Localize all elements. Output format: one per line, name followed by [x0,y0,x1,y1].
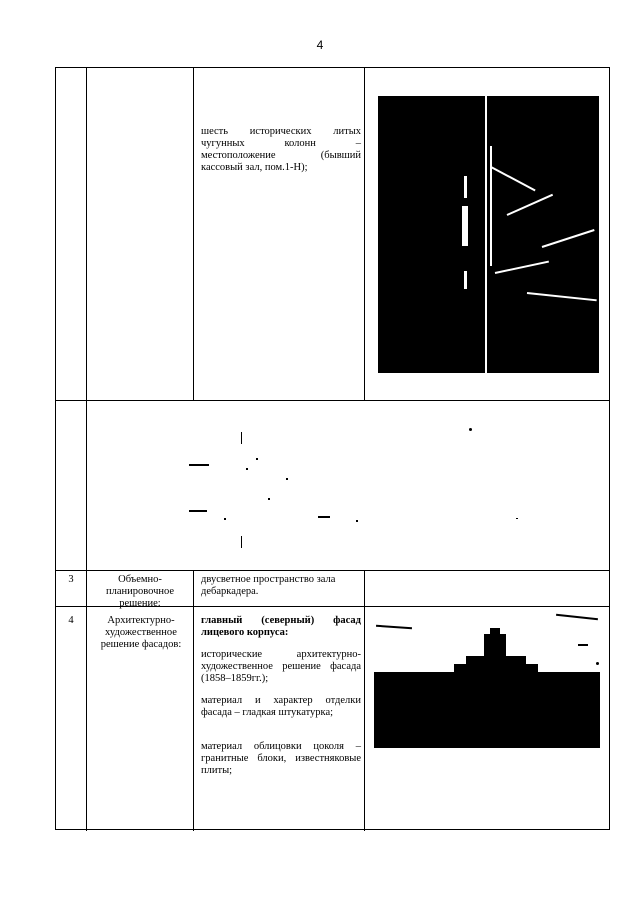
col-divider [193,570,194,831]
row1-description: шесть исторических литых чугунных колонн – местоположение (бывший кассовый зал, пом.1-Н); [201,126,361,173]
column-photo-left [378,96,485,373]
col-divider [86,400,87,570]
row-divider [56,400,609,401]
row3-name: Объемно-планировочное решение: [105,574,175,609]
col-divider [193,68,194,400]
heritage-table [55,67,610,830]
col-divider [364,68,365,400]
column-photo-right [487,96,599,373]
facade-paragraph-2: материал и характер отделки фасада – гладкая штукатурка; [201,695,361,718]
col-divider [86,68,87,400]
page-number: 4 [316,38,324,52]
col-divider [86,570,87,831]
facade-title: главный (северный) фасад лицевого корпуса: [201,615,361,638]
facade-paragraph-3: материал облицовки цоколя – гранитные блоки, известняковые плиты; [201,741,361,776]
row4-name: Архитектурно-художественное решение фасадов: [100,615,182,650]
row4-description [201,615,361,787]
row4-number: 4 [68,615,74,626]
row-divider [56,570,609,571]
row3-number: 3 [68,574,74,585]
row3-description: двусветное пространство зала дебаркадера. [201,574,336,597]
col-divider [364,570,365,831]
facade-paragraph-1: исторические архитектурно-художественное решение фасада (1858–1859гг.); [201,649,361,684]
